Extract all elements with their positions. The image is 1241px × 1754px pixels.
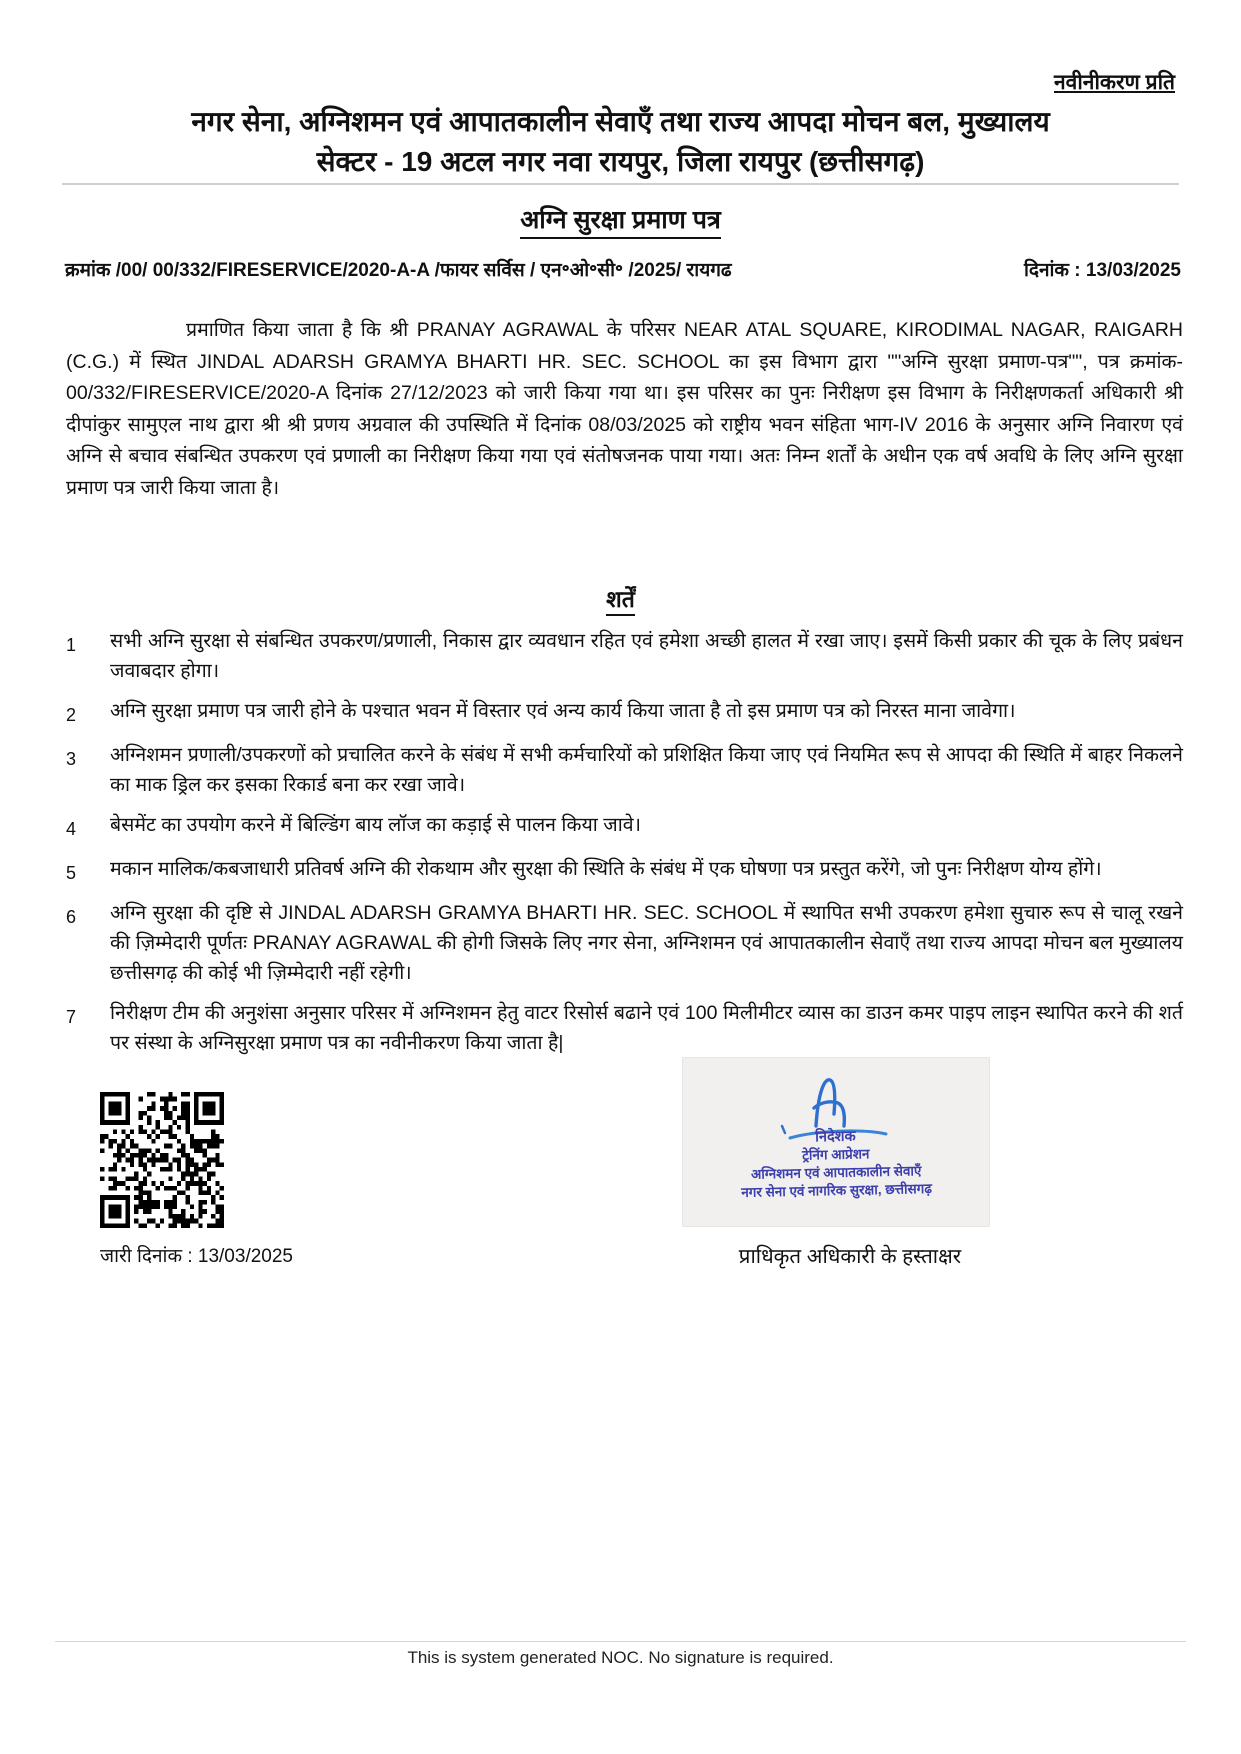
condition-text: मकान मालिक/कबजाधारी प्रतिवर्ष अग्नि की रोकथाम और सुरक्षा की स्थिति के संबंध में एक घोषणा पत्र प्रस्तुत करेंगे, जो पुनः निरीक्षण योग्य होंगे। — [110, 858, 1102, 880]
copy-type-label: नवीनीकरण प्रति — [1054, 71, 1175, 94]
condition-number: 5 — [66, 863, 77, 883]
office-stamp — [682, 1125, 989, 1203]
condition-text: अग्निशमन प्रणाली/उपकरणों को प्रचालित करने के संबंध में सभी कर्मचारियों को प्रशिक्षित किया जाए एवं नियमित रूप से आपदा की स्थिति में बाहर निकलने का माक ड्रिल कर इसका रिकार्ड बना कर रखा जावे। — [110, 744, 1183, 796]
system-generated-note: This is system generated NOC. No signature is required. — [407, 1648, 834, 1667]
stamp-line-4: नगर सेना एवं नागरिक सुरक्षा, छत्तीसगढ़ — [741, 1180, 933, 1200]
condition-text: निरीक्षण टीम की अनुशंसा अनुसार परिसर में अग्निशमन हेतु वाटर रिसोर्स बढाने एवं 100 मिलीमीटर व्यास का डाउन कमर पाइप लाइन स्थापित करने की शर्त पर संस्था के अग्निसुरक्षा प्रमाण पत्र का नवीनीकरण किया जाता है| — [110, 1002, 1183, 1054]
header-divider — [62, 183, 1179, 185]
authorized-signatory-caption: प्राधिकृत अधिकारी के हस्ताक्षर — [738, 1245, 962, 1268]
condition-item — [66, 998, 1183, 1058]
org-line-2: सेक्टर - 19 अटल नगर नवा रायपुर, जिला रायपुर (छत्तीसगढ़) — [316, 146, 925, 177]
conditions-heading: शर्तें — [0, 582, 1241, 614]
organization-header — [65, 102, 1176, 182]
reference-row — [65, 256, 1181, 282]
stamp-line-2: ट्रेनिंग आप्रेशन — [801, 1146, 870, 1163]
signoff-section — [0, 1056, 1241, 1286]
condition-number: 3 — [66, 749, 77, 769]
condition-item — [66, 740, 1183, 800]
qr-code — [100, 1092, 224, 1228]
condition-number: 7 — [66, 1007, 77, 1027]
condition-number: 6 — [66, 907, 77, 927]
reference-number: क्रमांक /00/ 00/332/FIRESERVICE/2020-A-A /फायर सर्विस / एन॰ओ॰सी॰ /2025/ रायगढ — [65, 260, 732, 281]
condition-text: बेसमेंट का उपयोग करने में बिल्डिंग बाय लॉज का कड़ाई से पालन किया जावे। — [110, 814, 641, 836]
qr-code-container — [100, 1092, 224, 1228]
footer-divider — [55, 1641, 1186, 1642]
condition-text: अग्नि सुरक्षा प्रमाण पत्र जारी होने के पश्चात भवन में विस्तार एवं अन्य कार्य किया जाता है तो इस प्रमाण पत्र को निरस्त माना जावेगा। — [110, 700, 1016, 722]
org-line-1: नगर सेना, अग्निशमन एवं आपातकालीन सेवाएँ तथा राज्य आपदा मोचन बल, मुख्यालय — [191, 106, 1050, 137]
condition-text: सभी अग्नि सुरक्षा से संबन्धित उपकरण/प्रणाली, निकास द्वार व्यवधान रहित एवं हमेशा अच्छी हालत में रखा जाए। इसमें किसी प्रकार की चूक के लिए प्रबंधन जवाबदार होगा। — [110, 630, 1183, 682]
condition-text: अग्नि सुरक्षा की दृष्टि से JINDAL ADARSH GRAMYA BHARTI HR. SEC. SCHOOL में स्थापित सभी उपकरण हमेशा सुचारु रूप से चालू रखने की ज़िम्मेदारी पूर्णतः PRANAY AGRAWAL की होगी जिसके लिए नगर सेना, अग्निशमन एवं आपातकालीन सेवाएँ तथा राज्य आपदा मोचन बल मुख्यालय छत्तीसगढ़ की कोई भी ज़िम्मेदारी नहीं रहेगी। — [110, 902, 1183, 984]
certificate-body-paragraph: प्रमाणित किया जाता है कि श्री PRANAY AGRAWAL के परिसर NEAR ATAL SQUARE, KIRODIMAL NAGAR, RAIGARH (C.G.) में स्थित JINDAL ADARSH GRAMYA BHARTI HR. SEC. SCHOOL का इस विभाग द्वारा ""अग्नि सुरक्षा प्रमाण-पत्र"", पत्र क्रमांक- 00/332/FIRESERVICE/2020-A दिनांक 27/12/2023 को जारी किया गया था। इस परिसर का पुनः निरीक्षण इस विभाग के निरीक्षणकर्ता अधिकारी श्री दीपांकुर सामुएल नाथ द्वारा श्री श्री प्रणय अग्रवाल की उपस्थिति में दिनांक 08/03/2025 को राष्ट्रीय भवन संहिता भाग-IV 2016 के अनुसार अग्नि निवारण एवं अग्नि से बचाव संबन्धित उपकरण एवं प्रणाली का निरीक्षण किया गया एवं संतोषजनक पाया गया। अतः निम्न शर्तों के अधीन एक वर्ष अवधि के लिए अग्नि सुरक्षा प्रमाण पत्र जारी किया जाता है। — [66, 319, 1183, 499]
condition-item — [66, 626, 1183, 686]
condition-number: 2 — [66, 705, 77, 725]
issue-date: जारी दिनांक : 13/03/2025 — [100, 1246, 293, 1267]
signature-stamp-block — [683, 1058, 989, 1226]
condition-item — [66, 696, 1183, 730]
condition-item — [66, 898, 1183, 988]
condition-item — [66, 854, 1183, 888]
condition-number: 1 — [66, 635, 77, 655]
condition-item — [66, 810, 1183, 844]
stamp-line-3: अग्निशमन एवं आपातकालीन सेवाएँ — [750, 1163, 922, 1182]
condition-number: 4 — [66, 819, 77, 839]
certificate-date: दिनांक : 13/03/2025 — [1023, 260, 1181, 281]
stamp-line-1: निदेशक — [815, 1128, 856, 1146]
conditions-list — [66, 626, 1183, 1068]
certificate-title: अग्नि सुरक्षा प्रमाण पत्र — [0, 202, 1241, 236]
